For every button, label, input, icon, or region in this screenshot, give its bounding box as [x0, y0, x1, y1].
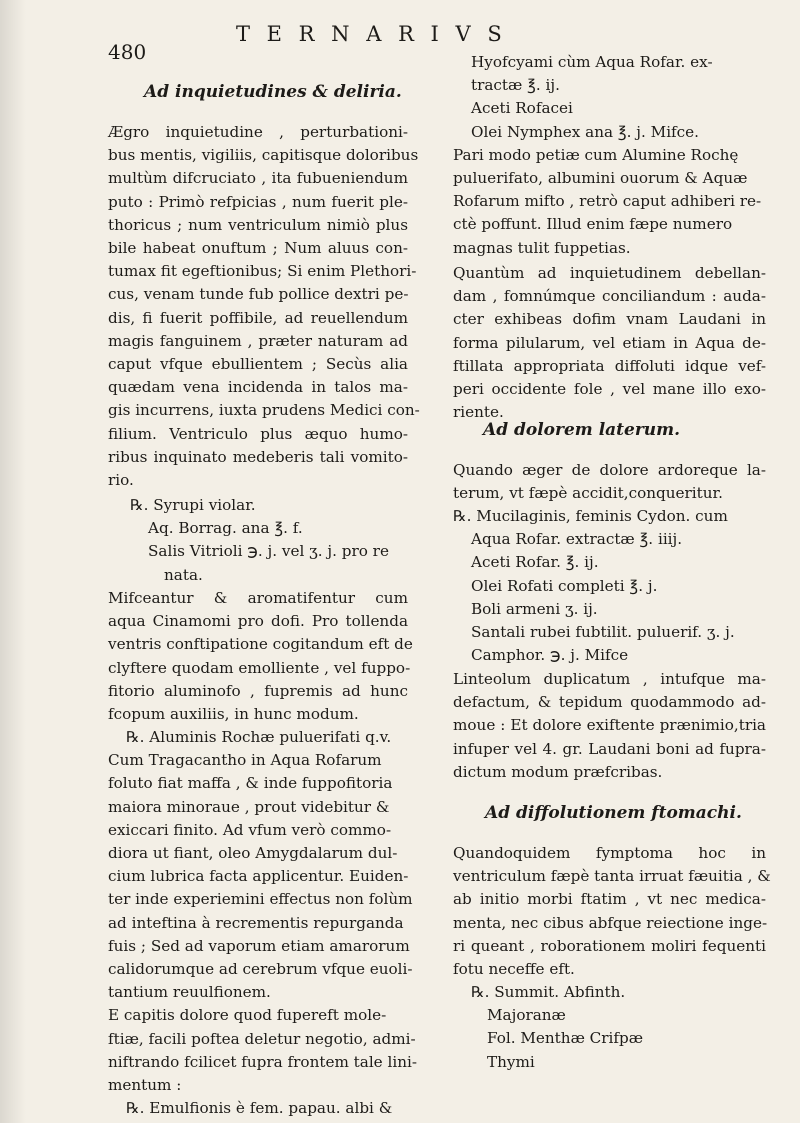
text-line: dis, fi fuerit poffibile, ad reuellendum	[108, 308, 408, 327]
text-line: Linteolum duplicatum , intufque ma-	[453, 670, 766, 688]
text-line: Mifceantur & aromatifentur cum	[108, 589, 408, 607]
text-line: E capitis dolore quod fupereft mole-	[108, 1006, 387, 1025]
text-line: Ægro inquietudine , perturbationi-	[108, 123, 408, 141]
text-line: ri queant , roborationem moliri fequenti	[453, 936, 766, 955]
text-line: ℞. Syrupi violar.	[130, 496, 256, 514]
text-line: puto : Primò refpicias , num fuerit ple-	[108, 192, 408, 211]
text-line: ℞. Summit. Abfinth.	[471, 983, 626, 1001]
text-line: mentum :	[108, 1076, 182, 1095]
section-heading-stomachus: Ad diffolutionem ftomachi.	[485, 803, 742, 823]
text-line: rio.	[108, 471, 134, 490]
text-line: diora ut fiant, oleo Amygdalarum dul-	[108, 844, 398, 863]
text-line: nata.	[164, 565, 203, 584]
text-line: Olei Rofati completi ℥. j.	[471, 576, 658, 595]
text-line: fuis ; Sed ad vaporum etiam amarorum	[108, 936, 410, 955]
text-line: filium. Ventriculo plus æquo humo-	[108, 424, 408, 443]
text-line: Quandoquidem fymptoma hoc in	[453, 844, 766, 862]
text-line: riente.	[453, 403, 504, 422]
text-line: bus mentis, vigiliis, capitisque doloribus	[108, 146, 419, 165]
text-line: maiora minoraue , prout videbitur &	[108, 797, 390, 816]
recipe-alumen-rochae	[108, 726, 417, 1120]
text-line: forma pilularum, vel etiam in Aqua de-	[453, 333, 766, 352]
recipe-mucilago	[453, 505, 766, 667]
text-line: Olei Nymphex ana ℥. j. Mifce.	[471, 122, 699, 141]
recipe-syrupus-violarum	[130, 494, 408, 587]
section-heading-inquietudines: Ad inquietudines & deliria.	[144, 82, 402, 102]
text-line: Salis Vitrioli ℈. j. vel ʒ. j. pro re	[148, 542, 389, 561]
page-number: 480	[108, 40, 147, 64]
text-line: Cum Tragacantho in Aqua Rofarum	[108, 751, 382, 770]
text-line: tractæ ℥. ij.	[471, 76, 560, 95]
text-line: Rofarum mifto , retrò caput adhiberi re-	[453, 192, 762, 211]
text-line: gis incurrens, iuxta prudens Medici con-	[108, 401, 420, 420]
text-line: Camphor. ℈. j. Mifce	[471, 646, 629, 665]
text-line: calidorumque ad cerebrum vfque euoli-	[108, 960, 413, 979]
text-line: menta, nec cibus abfque reiectione inge-	[453, 913, 768, 932]
text-line: Aceti Rofar. ℥. ij.	[471, 553, 599, 572]
text-line: tantium reuulfionem.	[108, 983, 271, 1002]
text-line: Pari modo petiæ cum Alumine Rochę	[453, 145, 739, 164]
text-line: ab initio morbi ftatim , vt nec medica-	[453, 890, 766, 909]
text-line: Aqua Rofar. extractæ ℥. iiij.	[471, 530, 683, 549]
text-line: Fol. Menthæ Crifpæ	[487, 1029, 644, 1048]
text-line: Aceti Rofacei	[471, 99, 573, 118]
text-line: Majoranæ	[487, 1006, 566, 1025]
text-line: ventriculum fæpè tanta irruat fæuitia , &	[453, 867, 771, 886]
text-line: ctè poffunt. Illud enim fæpe numero	[453, 215, 733, 234]
text-line: Aq. Borrag. ana ℥. f.	[148, 519, 303, 538]
text-line: Hyofcyami cùm Aqua Rofar. ex-	[471, 53, 713, 71]
text-line: niftrando fcilicet fupra frontem tale lini-	[108, 1052, 417, 1071]
text-line: ℞. Aluminis Rochæ puluerifati q.v.	[126, 728, 392, 746]
text-line: fotu neceffe eft.	[453, 960, 575, 979]
text-line: Thymi	[487, 1052, 535, 1071]
text-line: ribus inquinato medeberis tali vomito-	[108, 447, 408, 466]
text-line: thoricus ; num ventriculum nimiò plus	[108, 215, 408, 234]
text-line: cter exhibeas dofim vnam Laudani in	[453, 310, 766, 329]
text-line: Quantùm ad inquietudinem debellan-	[453, 264, 766, 282]
paragraph-stomachus	[453, 842, 771, 981]
paragraph-clyster	[108, 587, 413, 726]
text-line: caput vfque ebullientem ; Secùs alia	[108, 355, 408, 374]
text-line: peri occidente fole , vel mane illo exo-	[453, 380, 766, 399]
text-line: clyftere quodam emolliente , vel fuppo-	[108, 658, 411, 677]
text-line: Quando æger de dolore ardoreque la-	[453, 461, 766, 479]
text-line: fitorio aluminofo , fupremis ad hunc	[108, 681, 408, 700]
text-line: exiccari finito. Ad vfum verò commo-	[108, 820, 392, 839]
text-line: tumax fit egeftionibus; Si enim Plethori-	[108, 262, 417, 281]
text-line: terum, vt fæpè accidit,conqueritur.	[453, 484, 723, 503]
text-line: infuper vel 4. gr. Laudani boni ad fupra-	[453, 739, 766, 758]
text-line: ftiæ, facili poftea deletur negotio, admi-	[108, 1029, 416, 1048]
recipe-summitates	[453, 981, 766, 1074]
text-line: ad inteftina à recrementis repurganda	[108, 913, 404, 932]
text-line: Boli armeni ʒ. ij.	[471, 599, 598, 618]
text-line: Santali rubei fubtilit. puluerif. ʒ. j.	[471, 623, 735, 642]
text-line: puluerifato, albumini ouorum & Aquæ	[453, 169, 748, 188]
text-line: quædam vena incidenda in talos ma-	[108, 378, 408, 397]
paragraph-dolor-laterum	[453, 459, 766, 505]
text-line: defactum, & tepidum quodammodo ad-	[453, 693, 766, 712]
text-line: ventris conftipatione cogitandum eft de	[108, 635, 413, 654]
text-line: ℞. Mucilaginis, feminis Cydon. cum	[453, 507, 728, 525]
text-line: bile habeat onuftum ; Num aluus con-	[108, 239, 408, 258]
text-line: cium lubrica facta applicentur. Euiden-	[108, 867, 409, 886]
text-line: ter inde experiemini effectus non folùm	[108, 890, 413, 909]
text-line: moue : Et dolore exiftente prænimio,tria	[453, 716, 766, 735]
text-line: dictum modum præfcribas.	[453, 762, 663, 781]
running-head: T E R N A R I V S	[236, 22, 507, 46]
recipe-hyoscyamus	[453, 51, 766, 260]
text-line: magis fanguinem , præter naturam ad	[108, 331, 408, 350]
text-line: dam , fomnúmque conciliandum : auda-	[453, 287, 766, 306]
text-line: cus, venam tunde fub pollice dextri pe-	[108, 285, 409, 304]
text-line: multùm difcruciato , ita fubueniendum	[108, 169, 408, 188]
paragraph-linteolum	[453, 668, 766, 784]
text-line: magnas tulit fuppetias.	[453, 238, 631, 257]
text-line: fcopum auxiliis, in hunc modum.	[108, 705, 359, 724]
section-heading-dolor-laterum: Ad dolorem laterum.	[483, 420, 681, 440]
paragraph-laudanum	[453, 262, 766, 424]
text-line: ftillata appropriata diffoluti idque vef-	[453, 356, 766, 375]
text-line: foluto fiat maffa , & inde fuppofitoria	[108, 774, 393, 793]
paragraph-inquietudines	[108, 121, 420, 492]
text-line: ℞. Emulfionis è fem. papau. albi &	[126, 1099, 393, 1118]
text-line: aqua Cinamomi pro dofi. Pro tollenda	[108, 612, 408, 631]
